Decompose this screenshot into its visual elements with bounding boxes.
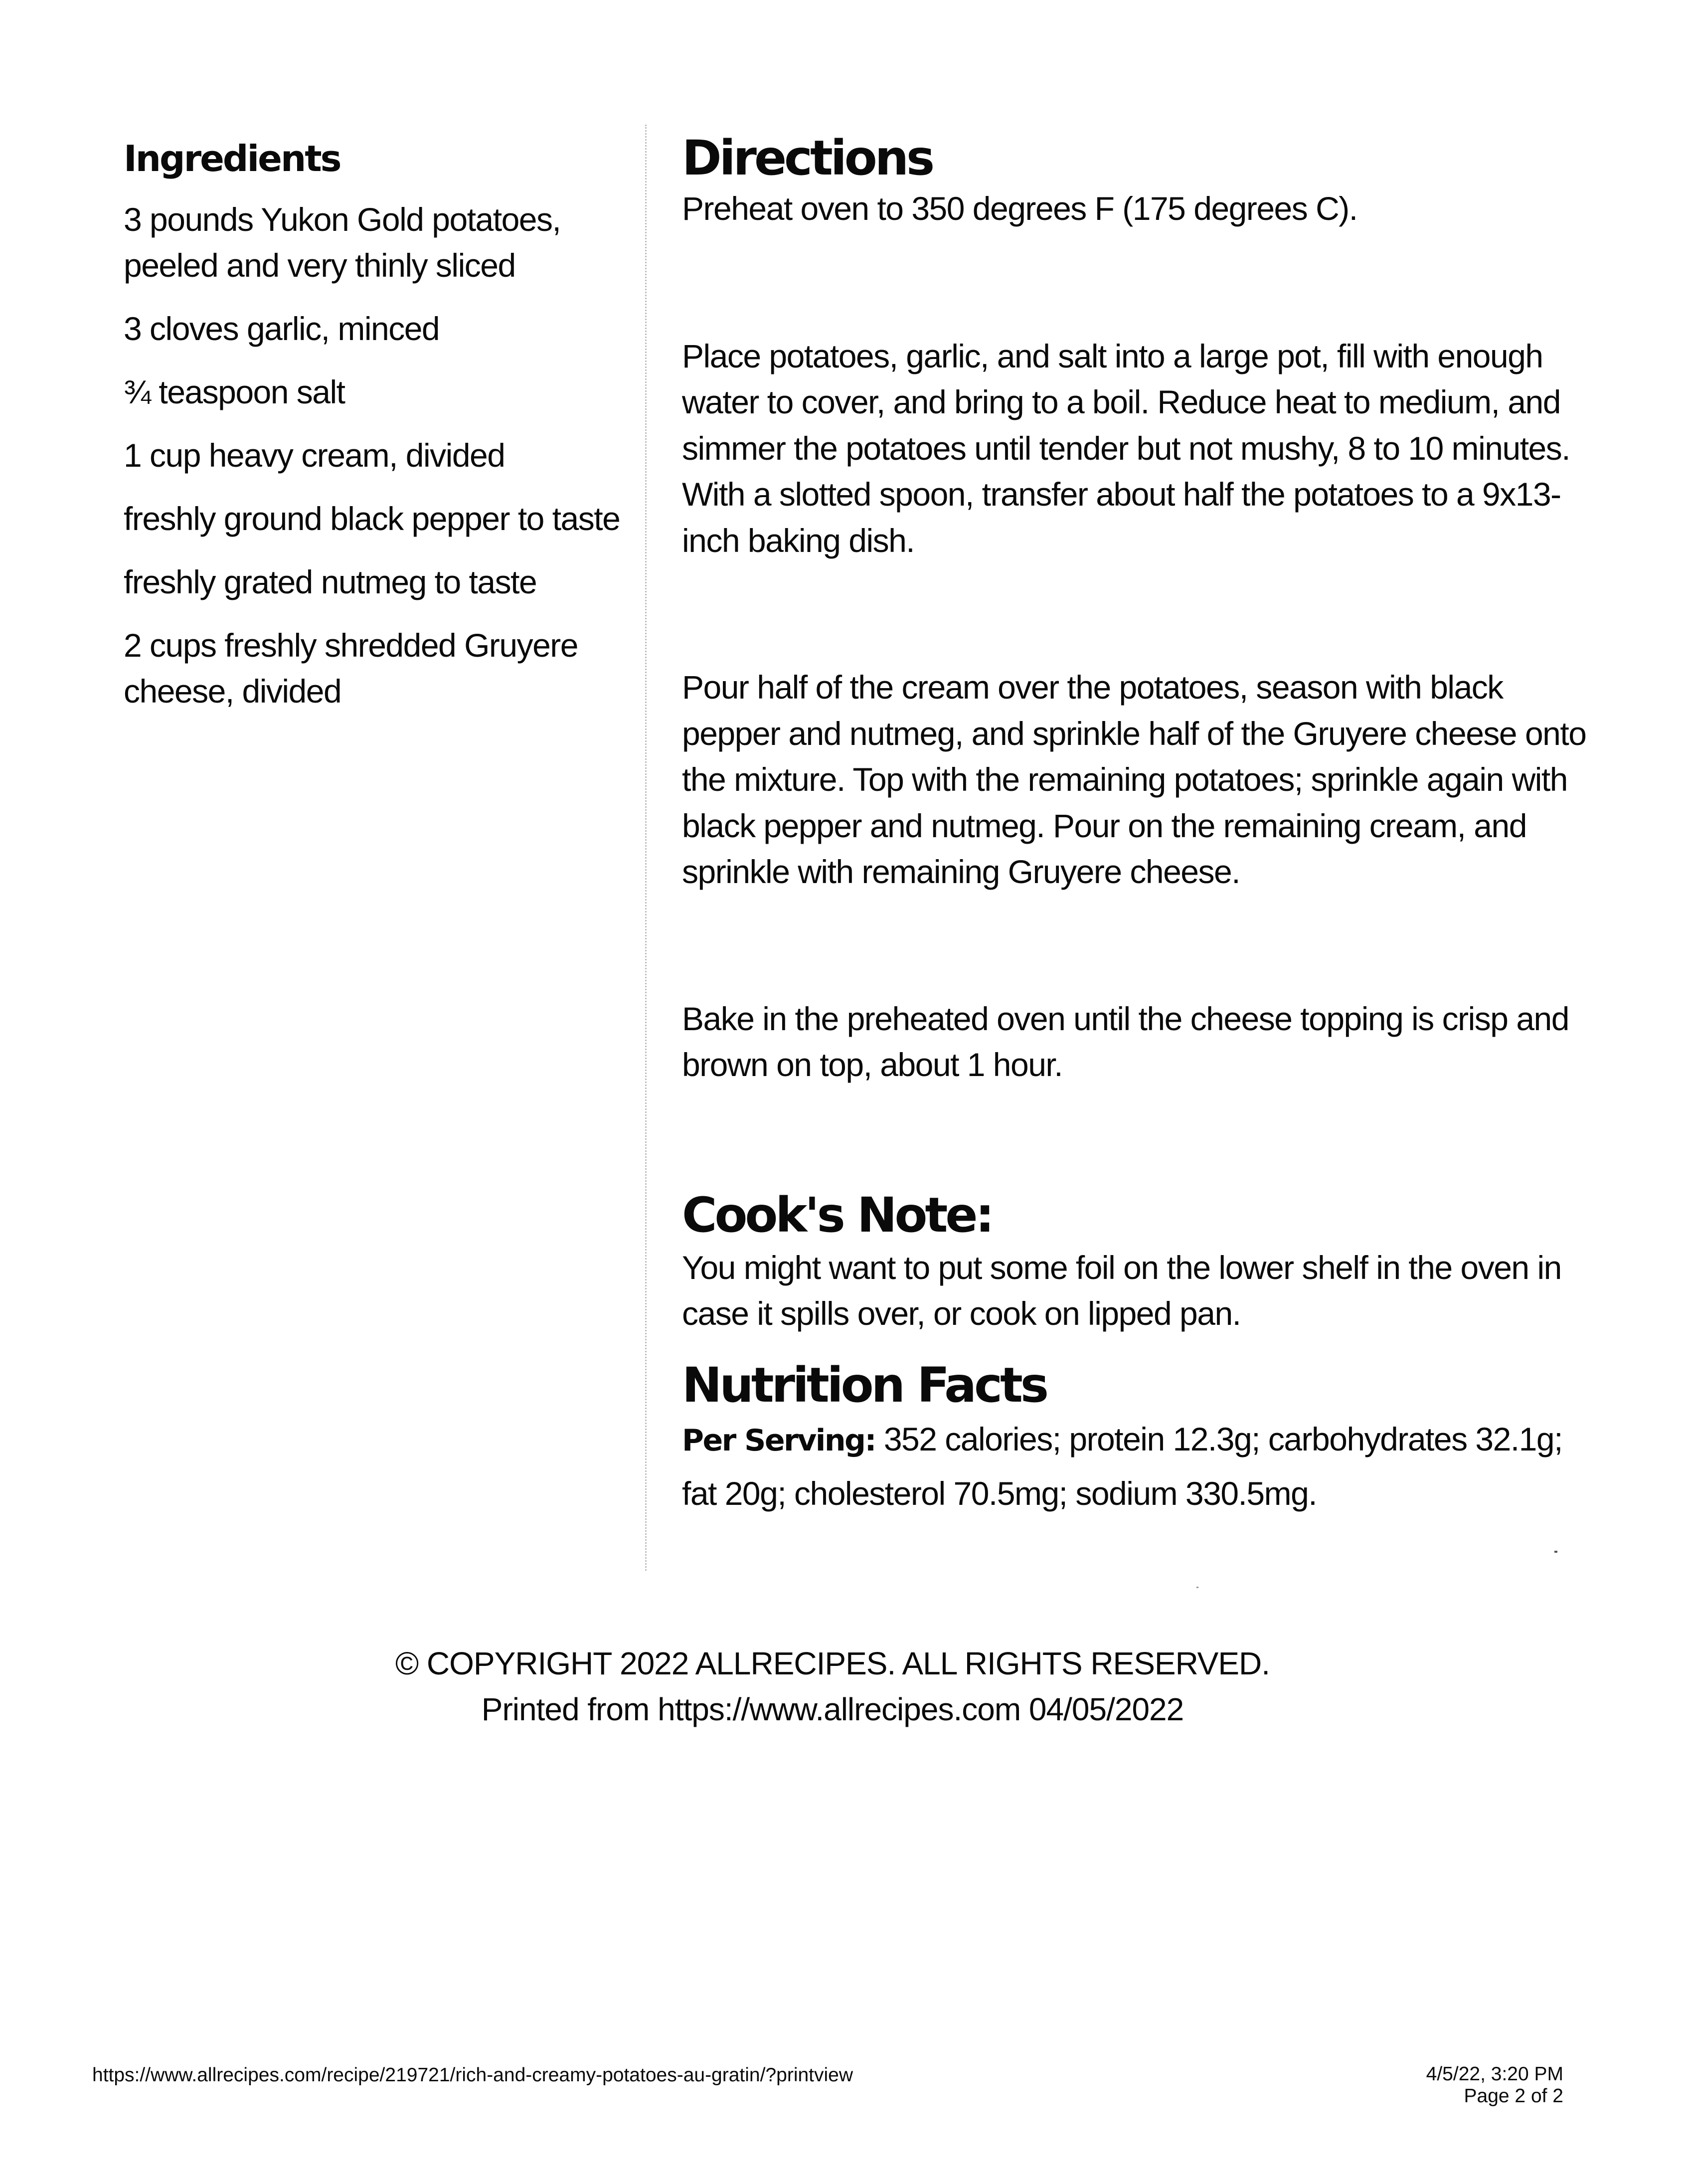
per-serving-label: Per Serving: bbox=[682, 1423, 875, 1458]
ingredient-item: freshly grated nutmeg to taste bbox=[124, 563, 537, 600]
ingredient-item: 2 cups freshly shredded Gruyere cheese, divided bbox=[124, 627, 578, 710]
ingredients-list bbox=[124, 196, 622, 714]
scan-speck bbox=[1554, 1551, 1557, 1553]
printed-from-line: Printed from https://www.allrecipes.com 04/05/2022 bbox=[481, 1691, 1184, 1727]
direction-step: Preheat oven to 350 degrees F (175 degrees C). bbox=[682, 190, 1357, 227]
ingredients-heading: Ingredients bbox=[124, 138, 340, 180]
ingredient-item: 1 cup heavy cream, divided bbox=[124, 437, 505, 474]
column-divider bbox=[645, 125, 647, 1571]
directions-column bbox=[682, 131, 1589, 1520]
copyright-block bbox=[0, 1640, 1665, 1732]
print-footer-url: https://www.allrecipes.com/recipe/219721/rich-and-creamy-potatoes-au-gratin/?printview bbox=[92, 2064, 853, 2086]
ingredient-item: ¾ teaspoon salt bbox=[124, 373, 345, 410]
copyright-line: © COPYRIGHT 2022 ALLRECIPES. ALL RIGHTS RESERVED. bbox=[395, 1645, 1270, 1681]
direction-step: Place potatoes, garlic, and salt into a large pot, fill with enough water to cover, and bring to a boil. Reduce heat to medium, and simmer the potatoes until tender but not mushy, 8 to 10 minutes. With a slotted spoon, transfer about half the potatoes to a 9x13-inch baking dish. bbox=[682, 337, 1570, 559]
ingredient-item: 3 pounds Yukon Gold potatoes, peeled and very thinly sliced bbox=[124, 201, 561, 284]
cooks-note-heading: Cook's Note: bbox=[682, 1187, 992, 1243]
direction-step: Pour half of the cream over the potatoes, season with black pepper and nutmeg, and sprinkle half of the Gruyere cheese onto the mixture. Top with the remaining potatoes; sprinkle again with black pepper and nutmeg. Pour on the remaining cream, and sprinkle with remaining Gruyere cheese. bbox=[682, 669, 1586, 890]
print-footer-meta bbox=[1426, 2063, 1563, 2107]
nutrition-values: 352 calories; protein 12.3g; carbohydrates 32.1g; fat 20g; cholesterol 70.5mg; sodium 330.5mg. bbox=[682, 1420, 1562, 1512]
ingredient-item: 3 cloves garlic, minced bbox=[124, 310, 440, 347]
ingredients-section bbox=[124, 134, 622, 731]
nutrition-body bbox=[682, 1413, 1589, 1520]
page-number: Page 2 of 2 bbox=[1464, 2085, 1563, 2107]
nutrition-heading: Nutrition Facts bbox=[682, 1357, 1047, 1413]
ingredient-item: freshly ground black pepper to taste bbox=[124, 500, 620, 537]
cooks-note-body: You might want to put some foil on the lower shelf in the oven in case it spills over, or cook on lipped pan. bbox=[682, 1249, 1561, 1332]
scan-speck bbox=[1196, 1587, 1198, 1588]
print-datetime: 4/5/22, 3:20 PM bbox=[1426, 2063, 1563, 2085]
direction-step: Bake in the preheated oven until the cheese topping is crisp and brown on top, about 1 hour. bbox=[682, 1000, 1569, 1083]
directions-heading: Directions bbox=[682, 130, 933, 186]
